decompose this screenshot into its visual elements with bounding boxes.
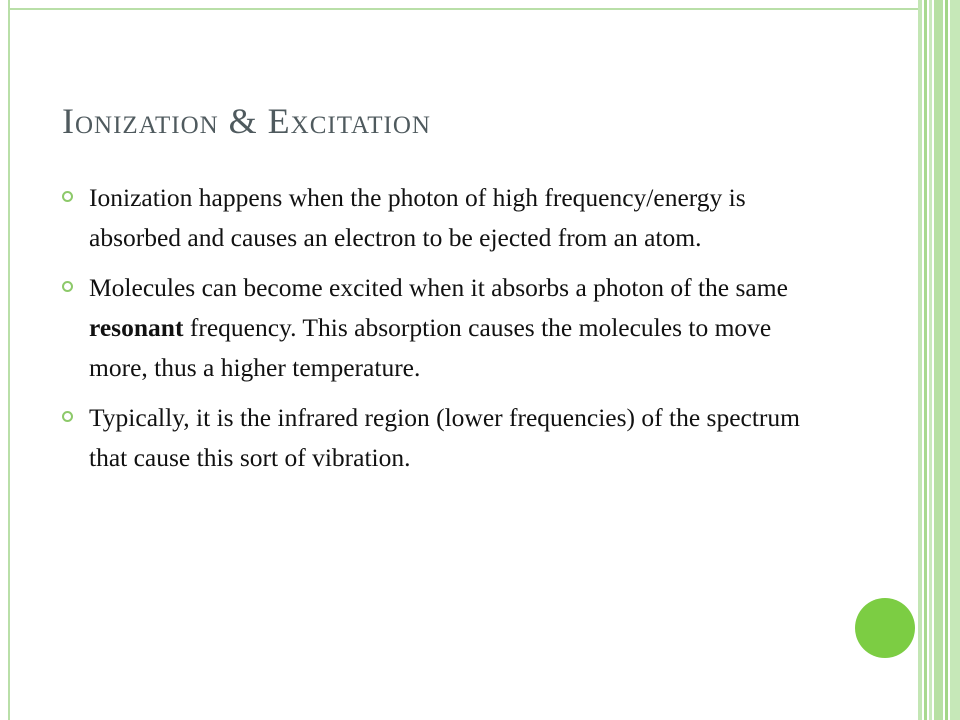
decor-stripe: [945, 0, 948, 720]
bullet-item-infrared: [62, 398, 822, 478]
frame-top-line: [8, 8, 920, 10]
bullet-text: Ionization happens when the photon of high frequency/energy is absorbed and causes an electron to be ejected from an atom.: [89, 183, 746, 252]
frame-left-line: [8, 0, 10, 720]
decor-stripe: [918, 0, 922, 720]
bullet-item-excitation: [62, 268, 822, 388]
decor-green-circle: [855, 598, 915, 658]
circle-outline-icon: [62, 411, 73, 422]
circle-outline-icon: [62, 191, 73, 202]
bullet-text: Typically, it is the infrared region (lower frequencies) of the spectrum that cause this sort of vibration.: [89, 403, 800, 472]
decor-stripe: [934, 0, 943, 720]
bullet-emphasis: resonant: [89, 313, 184, 342]
decor-stripe: [924, 0, 927, 720]
bullet-text: frequency. This absorption causes the molecules to move more, thus a higher temperature.: [89, 313, 772, 382]
decor-stripe: [950, 0, 960, 720]
circle-outline-icon: [62, 281, 73, 292]
bullet-item-ionization: [62, 178, 822, 258]
slide-title: Ionization & Excitation: [62, 101, 431, 141]
decor-stripe: [929, 0, 932, 720]
bullet-text: Molecules can become excited when it absorbs a photon of the same: [89, 273, 788, 302]
bullet-list: [62, 178, 822, 488]
